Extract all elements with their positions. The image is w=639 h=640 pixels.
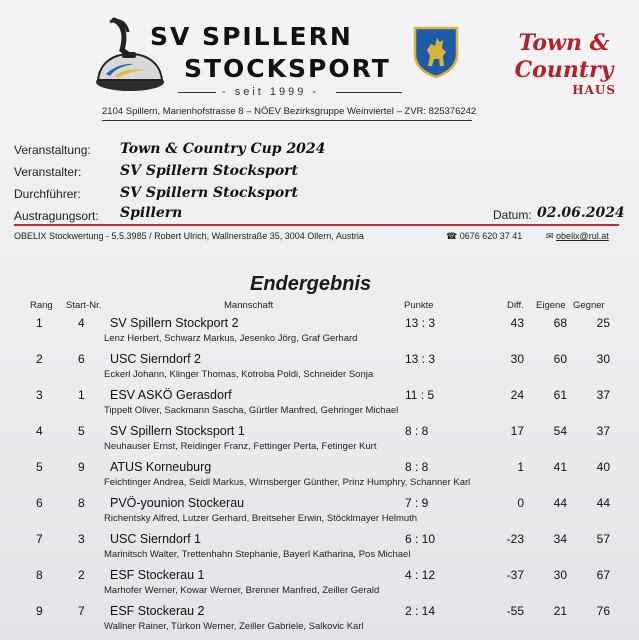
team-name-cell: ATUS Korneuburg	[110, 460, 212, 474]
red-divider	[14, 224, 619, 226]
divider	[178, 92, 216, 93]
rank-cell: 1	[36, 316, 43, 330]
start-number-cell: 4	[78, 316, 85, 330]
player-list: Richentsky Alfred, Lutzer Gerhard, Breitseher Erwin, Stöcklmayer Helmuth	[104, 513, 418, 524]
club-name-line1: SV SPILLERN	[150, 22, 353, 51]
coat-of-arms-icon	[413, 26, 459, 78]
opponent-score-cell: 25	[596, 316, 610, 330]
club-address: 2104 Spillern, Marienhofstrasse 8 – NÖEV Bezirksgruppe Weinviertel – ZVR: 825376242	[102, 106, 477, 117]
points-cell: 8 : 8	[405, 460, 429, 474]
team-name-cell: USC Sierndorf 2	[110, 352, 202, 366]
difference-cell: 30	[510, 352, 524, 366]
own-score-cell: 21	[553, 604, 567, 618]
durchfuehrer-value: SV Spillern Stocksport	[120, 185, 299, 201]
email-contact	[546, 231, 609, 242]
founded-since: - seit 1999 -	[222, 86, 320, 98]
opponent-score-cell: 37	[596, 388, 610, 402]
player-list: Eckerl Johann, Klinger Thomas, Kotroba Poldi, Schneider Sonja	[104, 369, 374, 380]
column-header-mannschaft: Mannschaft	[224, 300, 274, 311]
phone-icon: ☎	[446, 231, 460, 241]
rank-cell: 2	[36, 352, 43, 366]
austragungsort-value: Spillern	[120, 205, 183, 221]
opponent-score-cell: 57	[596, 532, 610, 546]
team-name-cell: SV Spillern Stockport 2	[110, 316, 239, 330]
team-name-cell: ESV ASKÖ Gerasdorf	[110, 388, 232, 402]
start-number-cell: 6	[78, 352, 85, 366]
veranstalter-label: Veranstalter:	[14, 165, 82, 179]
phone-contact	[446, 231, 522, 242]
points-cell: 4 : 12	[405, 568, 436, 582]
datum-label: Datum:	[493, 208, 532, 222]
difference-cell: 1	[517, 460, 524, 474]
points-cell: 13 : 3	[405, 316, 436, 330]
player-list: Lenz Herbert, Schwarz Markus, Jesenko Jörg, Graf Gerhard	[104, 333, 358, 344]
points-cell: 13 : 3	[405, 352, 436, 366]
obelix-credit: OBELIX Stockwertung - 5.5.3985 / Robert Ulrich, Wallnerstraße 35, 3004 Ollern, Austria	[14, 231, 364, 241]
veranstaltung-label: Veranstaltung:	[14, 143, 91, 157]
rank-cell: 9	[36, 604, 43, 618]
player-list: Marhofer Werner, Kowar Werner, Brenner Manfred, Zeiller Gerald	[104, 585, 380, 596]
datum-value: 02.06.2024	[537, 205, 625, 221]
start-number-cell: 3	[78, 532, 85, 546]
rank-cell: 8	[36, 568, 43, 582]
rank-cell: 5	[36, 460, 43, 474]
own-score-cell: 61	[553, 388, 567, 402]
difference-cell: 0	[517, 496, 524, 510]
player-list: Feichtinger Andrea, Seidl Markus, Wirnsberger Günther, Prinz Humphry, Schanner Karl	[104, 477, 471, 488]
player-list: Wallner Rainer, Türkon Werner, Zeiller Gabriele, Salkovic Karl	[104, 621, 364, 632]
divider	[102, 120, 472, 121]
team-name-cell: PVÖ-younion Stockerau	[110, 496, 245, 510]
results-heading: Endergebnis	[250, 273, 372, 295]
rank-cell: 4	[36, 424, 43, 438]
start-number-cell: 1	[78, 388, 85, 402]
opponent-score-cell: 37	[596, 424, 610, 438]
points-cell: 2 : 14	[405, 604, 436, 618]
start-number-cell: 7	[78, 604, 85, 618]
own-score-cell: 68	[553, 316, 567, 330]
opponent-score-cell: 67	[596, 568, 610, 582]
player-list: Marinitsch Walter, Trettenhahn Stephanie, Bayerl Katharina, Pos Michael	[104, 549, 411, 560]
points-cell: 11 : 5	[405, 388, 435, 402]
player-list: Tippelt Oliver, Sackmann Sascha, Gürtler Manfred, Gehringer Michael	[104, 405, 399, 416]
column-header-start: Start-Nr.	[66, 300, 102, 311]
brand-line3: HAUS	[572, 83, 616, 97]
rank-cell: 7	[36, 532, 43, 546]
column-header-rang: Rang	[30, 300, 53, 311]
opponent-score-cell: 76	[596, 604, 610, 618]
column-header-eigene: Eigene	[536, 300, 566, 311]
austragungsort-label: Austragungsort:	[14, 209, 99, 223]
team-name-cell: ESF Stockerau 1	[110, 568, 205, 582]
veranstalter-value: SV Spillern Stocksport	[120, 163, 299, 179]
team-name-cell: SV Spillern Stocksport 1	[110, 424, 245, 438]
team-name-cell: ESF Stockerau 2	[110, 604, 205, 618]
brand-line2: Country	[514, 57, 614, 83]
opponent-score-cell: 40	[596, 460, 610, 474]
difference-cell: 17	[510, 424, 524, 438]
points-cell: 7 : 9	[405, 496, 429, 510]
difference-cell: 24	[510, 388, 524, 402]
town-country-haus-logo	[508, 30, 620, 96]
email-address: obelix@rul.at	[556, 231, 609, 241]
opponent-score-cell: 30	[596, 352, 610, 366]
difference-cell: 43	[510, 316, 524, 330]
start-number-cell: 9	[78, 460, 85, 474]
difference-cell: -23	[506, 532, 524, 546]
own-score-cell: 44	[553, 496, 567, 510]
start-number-cell: 8	[78, 496, 85, 510]
brand-line1: Town &	[518, 30, 610, 56]
own-score-cell: 30	[553, 568, 567, 582]
player-list: Neuhauser Ernst, Reidinger Franz, Fettinger Perta, Fetinger Kurt	[104, 441, 377, 452]
rank-cell: 6	[36, 496, 43, 510]
own-score-cell: 60	[553, 352, 567, 366]
difference-cell: -37	[506, 568, 524, 582]
start-number-cell: 5	[78, 424, 85, 438]
own-score-cell: 54	[553, 424, 567, 438]
points-cell: 6 : 10	[405, 532, 436, 546]
rank-cell: 3	[36, 388, 43, 402]
envelope-icon: ✉	[546, 231, 557, 241]
club-name-line2: STOCKSPORT	[184, 54, 391, 83]
veranstaltung-value: Town & Country Cup 2024	[120, 141, 326, 157]
team-name-cell: USC Sierndorf 1	[110, 532, 202, 546]
durchfuehrer-label: Durchführer:	[14, 187, 81, 201]
opponent-score-cell: 44	[596, 496, 610, 510]
column-header-gegner: Gegner	[573, 300, 605, 311]
letterhead	[0, 0, 639, 120]
start-number-cell: 2	[78, 568, 85, 582]
divider	[336, 92, 402, 93]
column-header-punkte: Punkte	[404, 300, 434, 311]
points-cell: 8 : 8	[405, 424, 429, 438]
difference-cell: -55	[506, 604, 524, 618]
phone-number: 0676 620 37 41	[459, 231, 523, 241]
own-score-cell: 34	[553, 532, 567, 546]
column-header-diff: Diff.	[507, 300, 524, 311]
own-score-cell: 41	[553, 460, 567, 474]
